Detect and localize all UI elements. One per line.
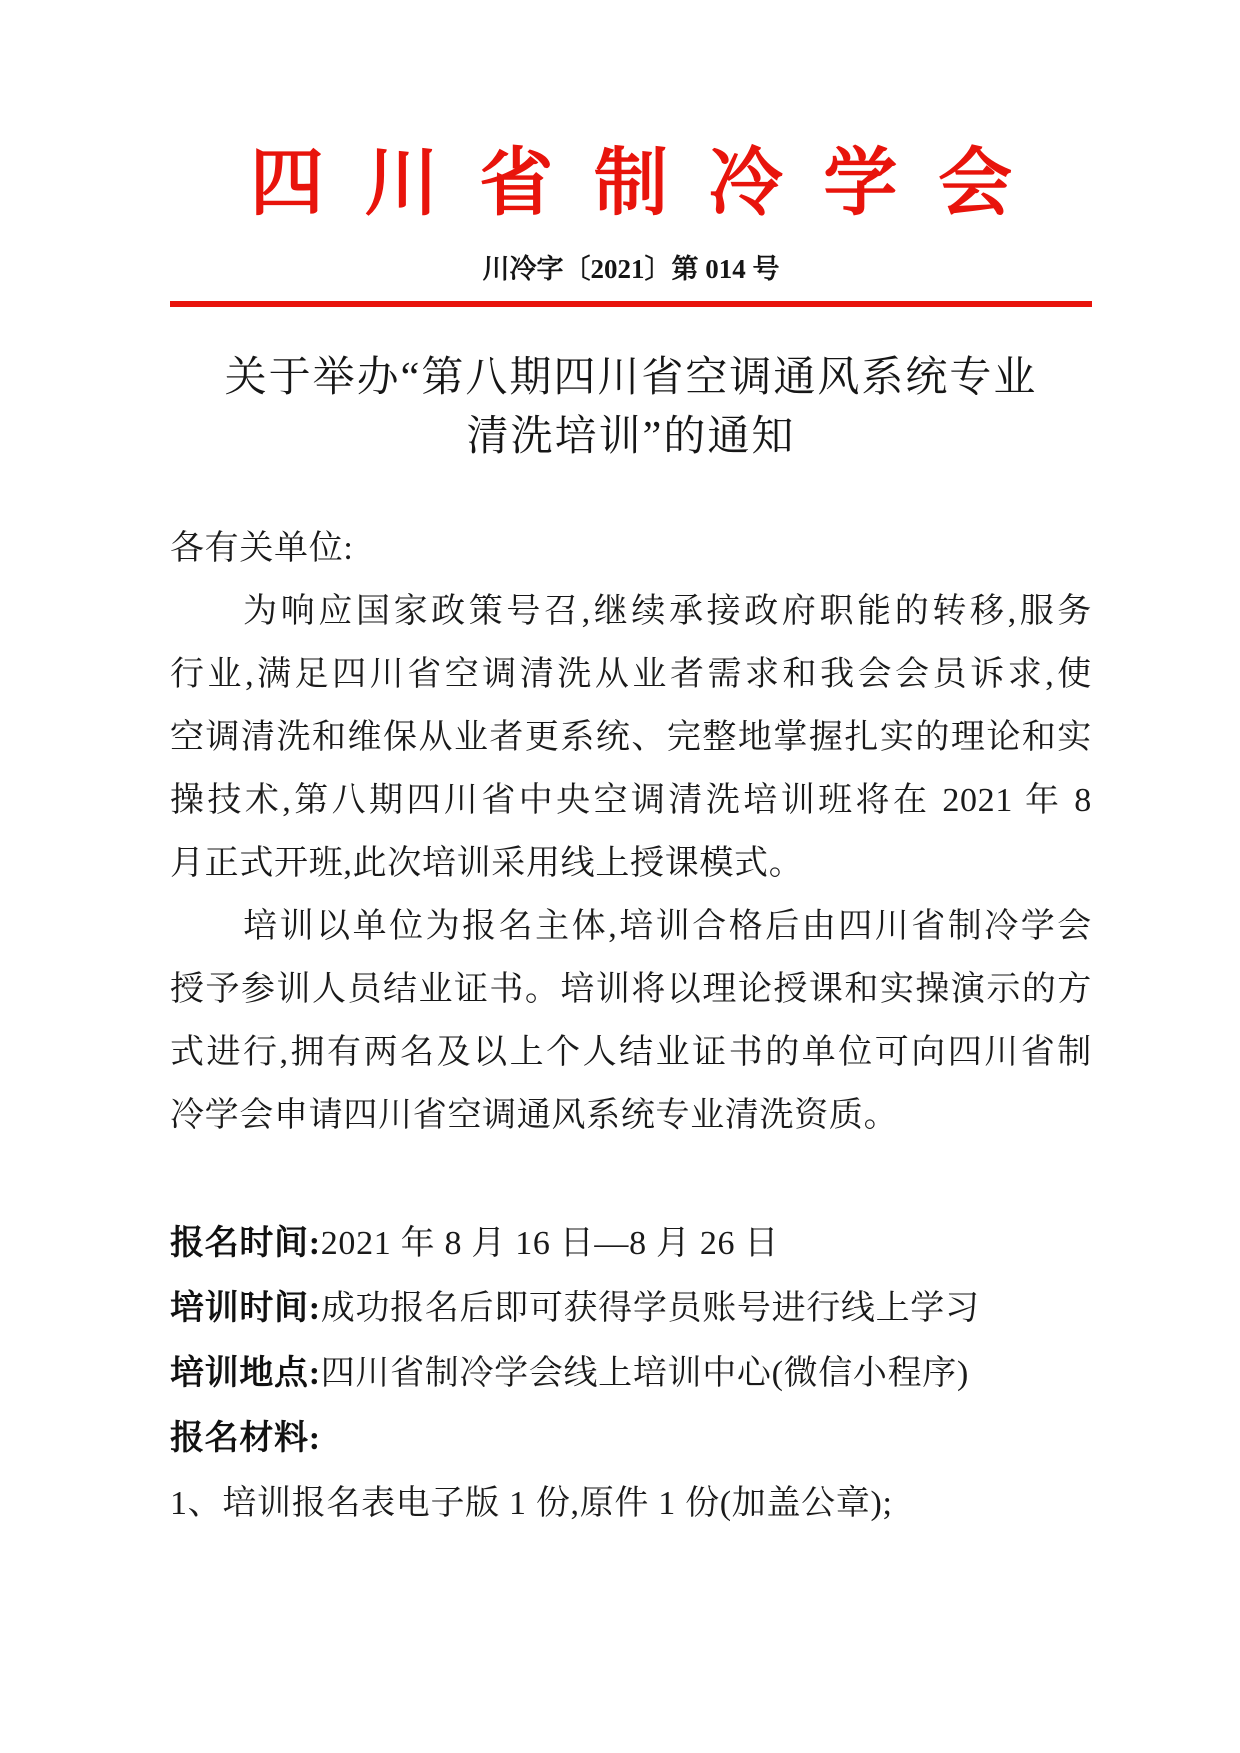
paragraph1-line3: 空调清洗和维保从业者更系统、完整地掌握扎实的理论和实 <box>170 719 1092 757</box>
paragraph1-line2: 行业,满足四川省空调清洗从业者需求和我会会员诉求,使 <box>170 656 1092 694</box>
training-time-label: 培训时间: <box>170 1290 321 1328</box>
info-row-training-time <box>170 1276 1092 1341</box>
training-location-label: 培训地点: <box>170 1355 321 1393</box>
info-row-training-location <box>170 1341 1092 1406</box>
paragraph1-line1: 为响应国家政策号召,继续承接政府职能的转移,服务 <box>243 593 1092 631</box>
training-time-value: 成功报名后即可获得学员账号进行线上学习 <box>320 1290 980 1328</box>
paragraph2-line4: 冷学会申请四川省空调通风系统专业清洗资质。 <box>170 1097 899 1135</box>
signup-time-value: 2021 年 8 月 16 日—8 月 26 日 <box>320 1225 780 1263</box>
paragraph1-line4: 操技术,第八期四川省中央空调清洗培训班将在 2021 年 8 <box>170 782 1092 820</box>
materials-label: 报名材料: <box>170 1420 321 1458</box>
document-title-line-1: 关于举办“第八期四川省空调通风系统专业 <box>224 355 1038 402</box>
paragraph1-line5: 月正式开班,此次培训采用线上授课模式。 <box>170 845 804 883</box>
registration-info <box>170 1211 1092 1536</box>
signup-time-label: 报名时间: <box>170 1225 321 1263</box>
document-title-line-2: 清洗培训”的通知 <box>466 414 796 461</box>
paragraph2-line1: 培训以单位为报名主体,培训合格后由四川省制冷学会 <box>243 908 1092 946</box>
info-row-signup-time <box>170 1211 1092 1276</box>
paragraph2-line2: 授予参训人员结业证书。培训将以理论授课和实操演示的方 <box>170 971 1092 1009</box>
info-row-materials <box>170 1406 1092 1471</box>
paragraph2-line3: 式进行,拥有两名及以上个人结业证书的单位可向四川省制 <box>170 1034 1092 1072</box>
materials-item-1: 1、培训报名表电子版 1 份,原件 1 份(加盖公章); <box>170 1485 893 1523</box>
salutation: 各有关单位: <box>170 530 354 568</box>
document-title <box>170 349 1092 467</box>
org-name-letterhead: 四川省制冷学会 <box>249 143 1053 225</box>
doc-number: 川冷字〔2021〕第 014 号 <box>482 254 780 285</box>
red-divider-line <box>170 301 1092 307</box>
body-text <box>170 517 1092 1147</box>
training-location-value: 四川省制冷学会线上培训中心(微信小程序) <box>320 1355 969 1393</box>
